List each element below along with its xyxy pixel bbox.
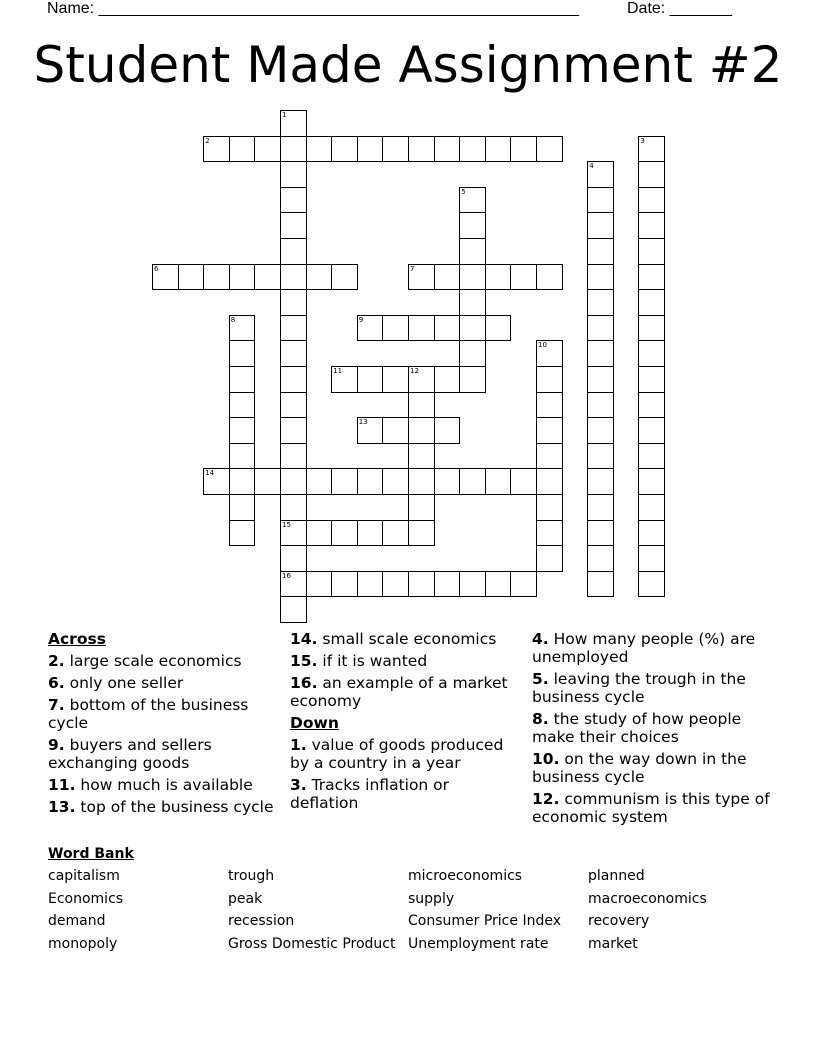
crossword-cell[interactable] [408,315,435,342]
clue-number-16: 16 [282,571,291,580]
clues-column-3 [532,630,772,830]
clue-item [48,652,283,670]
clue-item [290,652,520,670]
clue-item [290,674,520,710]
crossword-cell[interactable] [536,136,563,163]
crossword-cell[interactable] [587,545,614,572]
crossword-cell[interactable] [638,187,665,214]
clue-text: small scale economics [317,630,497,648]
clue-number: 16. [290,674,318,692]
clues-column-2 [290,630,520,816]
crossword-cell[interactable] [510,136,537,163]
crossword-cell[interactable] [434,417,461,444]
crossword-cell[interactable] [280,392,307,419]
crossword-cell[interactable] [434,136,461,163]
crossword-cell[interactable] [638,289,665,316]
crossword-cell[interactable] [408,571,435,598]
header [47,0,747,20]
crossword-cell[interactable] [485,136,512,163]
word-bank-item: Unemployment rate [408,935,549,952]
crossword-cell[interactable] [459,571,486,598]
crossword-cell[interactable] [587,212,614,239]
clue-text: bottom of the business cycle [48,696,249,732]
crossword-cell[interactable] [229,468,256,495]
crossword-cell[interactable] [434,264,461,291]
across-clue-list-continued [290,630,520,710]
clue-text: large scale economics [64,652,242,670]
clue-text: value of goods produced by a country in a year [290,736,504,772]
word-bank-item: planned [588,868,645,884]
clue-number: 3. [290,776,307,794]
clue-number: 1. [290,736,307,754]
crossword-cell[interactable] [382,571,409,598]
clue-text: communism is this type of economic system [532,790,770,826]
crossword-cell[interactable] [638,315,665,342]
clue-number: 6. [48,674,65,692]
crossword-cell[interactable] [408,136,435,163]
clue-number-12: 12 [410,367,419,375]
crossword-cell[interactable] [485,315,512,342]
clue-number-2: 2 [205,136,210,145]
clue-number-13: 13 [358,418,368,427]
page-title: Student Made Assignment #2 [33,36,783,94]
crossword-cell[interactable] [382,417,409,444]
crossword-cell[interactable] [638,392,665,419]
crossword-cell[interactable] [587,238,614,265]
crossword-cell[interactable] [408,468,435,495]
clue-number: 15. [290,652,318,670]
crossword-cell[interactable] [459,468,486,495]
crossword-cell[interactable] [459,366,486,393]
crossword-cell[interactable] [638,238,665,265]
word-bank-item: recovery [588,913,650,929]
crossword-cell[interactable] [254,264,281,291]
word-bank-item: microeconomics [408,868,523,884]
crossword-cell[interactable] [536,392,563,419]
clue-item [532,750,772,786]
crossword-cell[interactable] [280,264,307,291]
crossword-cell[interactable] [459,238,486,265]
clue-text: on the way down in the business cycle [532,750,747,786]
crossword-cell[interactable] [536,545,563,572]
date-field-label[interactable]: Date: _______ [627,0,732,17]
clue-number-6: 6 [154,264,159,273]
crossword-cell[interactable] [229,136,256,163]
clue-item [48,696,283,732]
clue-number-11: 11 [333,367,343,375]
crossword-cell[interactable] [408,417,435,444]
crossword-cell[interactable] [382,136,409,163]
clue-text: how much is available [75,776,253,794]
clue-text: How many people (%) are unemployed [532,630,756,666]
clue-number: 13. [48,798,76,816]
clue-item [48,776,283,794]
crossword-cell[interactable] [382,315,409,342]
clue-item [48,736,283,772]
crossword-cell[interactable] [357,468,384,495]
clue-number: 4. [532,630,549,648]
crossword-cell[interactable] [408,520,435,547]
clue-number-1: 1 [282,111,287,119]
crossword-cell[interactable] [638,520,665,547]
crossword-cell[interactable] [587,264,614,291]
word-bank-title: Word Bank [48,846,134,862]
clue-number-10: 10 [538,341,547,350]
crossword-cell[interactable] [229,264,256,291]
clue-item [48,674,283,692]
clue-number: 2. [48,652,65,670]
crossword-cell[interactable] [382,366,409,393]
clue-number: 7. [48,696,65,714]
crossword-cell[interactable] [357,571,384,598]
clue-item [532,630,772,666]
clue-text: an example of a market economy [290,674,508,710]
crossword-cell[interactable] [536,366,563,393]
crossword-cell[interactable] [587,443,614,470]
crossword-cell[interactable] [459,289,486,316]
crossword-cell[interactable] [510,468,537,495]
crossword-cell[interactable] [280,136,307,163]
word-bank-item: Consumer Price Index [408,913,561,929]
word-bank-item: recession [228,913,295,929]
crossword-cell[interactable] [331,264,358,291]
crossword-cell[interactable] [587,417,614,444]
word-bank-item: Economics [48,890,124,907]
clue-text: only one seller [64,674,184,692]
crossword-cell[interactable] [638,212,665,239]
clue-item [532,790,772,826]
crossword-cell[interactable] [587,366,614,393]
clue-number: 10. [532,750,560,768]
clue-text: if it is wanted [317,652,428,670]
crossword-cell[interactable] [459,340,486,367]
crossword-cell[interactable] [280,596,307,623]
crossword-cell[interactable] [459,136,486,163]
word-bank-item: market [588,935,638,952]
crossword-cell[interactable] [587,494,614,521]
crossword-cell[interactable] [229,366,256,393]
name-field-label[interactable]: Name: ______________________________________________________ [47,0,580,17]
crossword-cell[interactable] [587,571,614,598]
clue-number-7: 7 [410,264,415,273]
word-bank-item: macroeconomics [588,890,707,907]
crossword-cell[interactable] [587,520,614,547]
clue-text: leaving the trough in the business cycle [532,670,746,706]
crossword-cell[interactable] [306,520,333,547]
clue-number: 5. [532,670,549,688]
crossword-cell[interactable] [331,520,358,547]
crossword-cell[interactable] [254,136,281,163]
clue-number: 12. [532,790,560,808]
crossword-cell[interactable] [331,136,358,163]
down-clue-list-continued [532,630,772,826]
crossword-cell[interactable] [280,212,307,239]
clue-number-14: 14 [205,469,215,478]
word-bank-item: monopoly [48,935,118,952]
clue-item [290,736,520,772]
clue-number-5: 5 [461,187,466,196]
crossword-cell[interactable] [229,443,256,470]
clues-column-1 [48,630,283,820]
crossword-cell[interactable] [306,136,333,163]
crossword-cell[interactable] [587,468,614,495]
crossword-cell[interactable] [280,315,307,342]
crossword-cell[interactable] [638,545,665,572]
crossword-cell[interactable] [382,468,409,495]
crossword-cell[interactable] [229,494,256,521]
crossword-cell[interactable] [229,417,256,444]
crossword-cell[interactable] [485,264,512,291]
clue-number-3: 3 [640,136,645,145]
clue-item [532,710,772,746]
crossword-cell[interactable] [587,187,614,214]
clue-number: 8. [532,710,549,728]
clue-text: the study of how people make their choices [532,710,742,746]
clue-item [290,776,520,812]
crossword-cell[interactable] [331,571,358,598]
word-bank-item: peak [228,890,263,907]
crossword-cell[interactable] [638,161,665,188]
across-clue-list [48,652,283,816]
clue-number: 11. [48,776,76,794]
crossword-cell[interactable] [587,289,614,316]
crossword-cell[interactable] [280,366,307,393]
crossword-cell[interactable] [536,468,563,495]
down-heading: Down [290,714,339,732]
crossword-cell[interactable] [357,366,384,393]
crossword-cell[interactable] [434,468,461,495]
clue-number-15: 15 [282,520,291,529]
crossword-cell[interactable] [587,392,614,419]
crossword-cell[interactable] [536,264,563,291]
crossword-cell[interactable] [229,340,256,367]
clue-item [48,798,283,816]
crossword-cell[interactable] [638,417,665,444]
crossword-cell[interactable] [638,468,665,495]
clue-number-4: 4 [589,162,594,171]
crossword-cell[interactable] [638,366,665,393]
crossword-cell[interactable] [485,468,512,495]
word-bank-item: demand [48,913,106,929]
crossword-cell[interactable] [434,315,461,342]
crossword-cell[interactable] [357,520,384,547]
clue-number: 9. [48,736,65,754]
word-bank-item: supply [408,890,455,907]
crossword-cell[interactable] [510,571,537,598]
crossword-cell[interactable] [306,468,333,495]
crossword-cell[interactable] [638,494,665,521]
crossword-cell[interactable] [280,417,307,444]
across-heading: Across [48,630,106,648]
crossword-cell[interactable] [254,468,281,495]
crossword-cell[interactable] [280,187,307,214]
crossword-cell[interactable] [280,468,307,495]
crossword-cell[interactable] [510,264,537,291]
crossword-cell[interactable] [306,571,333,598]
crossword-cell[interactable] [357,136,384,163]
crossword-cell[interactable] [331,468,358,495]
crossword-cell[interactable] [434,366,461,393]
crossword-cell[interactable] [280,161,307,188]
crossword-cell[interactable] [485,571,512,598]
crossword-cell[interactable] [408,392,435,419]
crossword-cell[interactable] [408,443,435,470]
crossword-cell[interactable] [638,443,665,470]
crossword-cell[interactable] [638,264,665,291]
crossword-cell[interactable] [434,571,461,598]
crossword-cell[interactable] [536,520,563,547]
crossword-cell[interactable] [280,340,307,367]
clue-number-9: 9 [358,315,364,324]
crossword-cell[interactable] [280,494,307,521]
crossword-cell[interactable] [280,545,307,572]
crossword-cell[interactable] [382,520,409,547]
crossword-cell[interactable] [536,443,563,470]
crossword-cell[interactable] [229,520,256,547]
crossword-cell[interactable] [306,264,333,291]
crossword-cell[interactable] [638,340,665,367]
crossword-cell[interactable] [459,315,486,342]
crossword-cell[interactable] [587,315,614,342]
crossword-cell[interactable] [178,264,205,291]
word-bank-item: trough [228,868,275,884]
crossword-cell[interactable] [280,289,307,316]
clue-text: Tracks inflation or deflation [290,776,450,812]
clue-text: buyers and sellers exchanging goods [48,736,212,772]
crossword-cell[interactable] [408,494,435,521]
clue-number: 14. [290,630,318,648]
crossword-cell[interactable] [638,571,665,598]
word-bank-item: capitalism [48,868,120,884]
clue-item [532,670,772,706]
crossword-cell[interactable] [536,494,563,521]
crossword-cell[interactable] [280,238,307,265]
crossword-cell[interactable] [280,443,307,470]
clue-text: top of the business cycle [75,798,274,816]
crossword-cell[interactable] [459,212,486,239]
word-bank-item: Gross Domestic Product [228,935,396,952]
crossword-cell[interactable] [203,264,230,291]
clue-item [290,630,520,648]
crossword-cell[interactable] [459,264,486,291]
crossword-cell[interactable] [229,392,256,419]
crossword-cell[interactable] [587,340,614,367]
down-clue-list [290,736,520,812]
clue-number-8: 8 [230,315,236,324]
crossword-cell[interactable] [536,417,563,444]
